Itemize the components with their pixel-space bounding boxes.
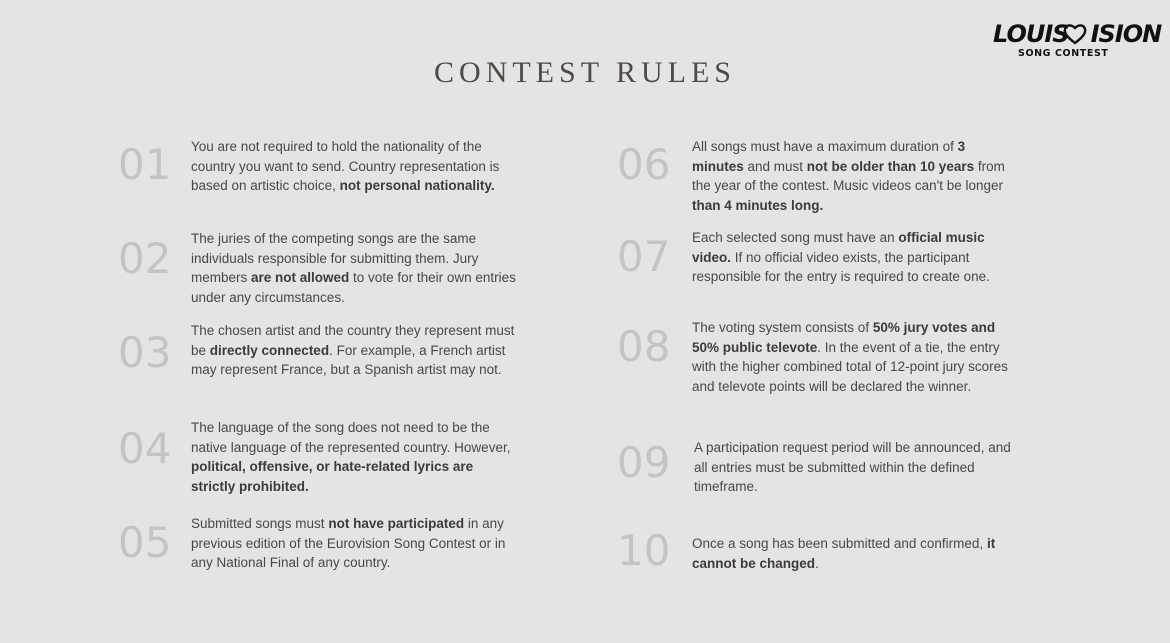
rule-text (692, 534, 1017, 573)
rule-number: 09 (617, 438, 671, 487)
rule-text-bold: 50% jury votes and 50% public televote (692, 320, 996, 355)
rule-number: 10 (617, 526, 671, 575)
rule-number: 05 (118, 518, 172, 567)
louisvision-logo (993, 20, 1162, 64)
rule-text-bold: not personal nationality. (339, 178, 495, 194)
rule-text-segment: The juries of the competing songs are the same individuals responsible for submitting them. Jury members (191, 231, 479, 286)
rule-text-segment: The voting system consists of (692, 320, 873, 335)
logo-wordmark: LOUIS ISION (993, 20, 1162, 48)
logo-subtitle: SONG CONTEST (1018, 48, 1109, 59)
rule-text-segment: to vote for their own entries under any circumstances. (191, 270, 516, 305)
rule-text-segment: in any previous edition of the Eurovision Song Contest or in any National Final of any country. (191, 516, 506, 571)
rule-text-bold: it cannot be changed (692, 536, 996, 571)
rule-text-segment: Once a song has been submitted and confirmed, (692, 536, 987, 551)
rule-text-segment: and must (743, 158, 807, 174)
rule-text-segment: . For example, a French artist may represent France, but a Spanish artist may not. (191, 342, 506, 378)
rule-text (191, 137, 516, 196)
rule-text-bold: than 4 minutes long. (692, 197, 824, 213)
rule-text-segment: A participation request period will be announced, and all entries must be submitted within the defined timeframe. (694, 440, 1011, 495)
rule-text (692, 318, 1017, 396)
rule-number: 08 (617, 322, 671, 371)
rule-text (694, 438, 1019, 497)
rule-text-segment: You are not required to hold the nationality of the country you want to send. Country representation is based on artistic choice, (191, 139, 500, 194)
rule-text-segment: Each selected song must have an (692, 230, 899, 245)
rule-text-segment: . (815, 555, 819, 571)
rule-text (191, 229, 516, 307)
rule-number: 01 (118, 140, 172, 189)
rule-text-bold: political, offensive, or hate-related lyrics are strictly prohibited. (191, 459, 474, 494)
rule-text (191, 321, 516, 380)
rule-text-bold: not have participated (328, 516, 465, 531)
rule-number: 03 (118, 328, 172, 377)
rule-number: 04 (118, 424, 172, 473)
rule-number: 07 (617, 232, 671, 281)
rule-text (692, 228, 1017, 287)
rule-text (191, 418, 516, 496)
rule-text (191, 514, 516, 573)
rule-text (692, 137, 1017, 215)
rule-text-bold: directly connected (209, 342, 330, 358)
rule-text-bold: not be older than 10 years (806, 158, 975, 174)
rule-text-segment: If no official video exists, the participant responsible for the entry is required to create one. (692, 249, 990, 285)
rule-text-segment: Submitted songs must (191, 516, 329, 531)
rule-text-segment: The language of the song does not need to be the native language of the represented country. However, (191, 420, 511, 455)
rule-text-segment: All songs must have a maximum duration of (692, 139, 958, 154)
rule-text-bold: official music video. (692, 230, 985, 265)
rule-text-segment: from the year of the contest. Music videos can't be longer (692, 158, 1005, 194)
rule-text-bold: are not allowed (251, 270, 350, 286)
rule-text-segment: . In the event of a tie, the entry with the higher combined total of 12-point jury scores and televote points will be declared the winner. (692, 339, 1008, 394)
rule-number: 06 (617, 140, 671, 189)
page-title: CONTEST RULES (434, 56, 736, 89)
rule-number: 02 (118, 234, 172, 283)
rule-text-bold: 3 minutes (692, 139, 966, 174)
rule-text-segment: The chosen artist and the country they represent must be (191, 323, 515, 358)
heart-icon (1063, 23, 1087, 45)
